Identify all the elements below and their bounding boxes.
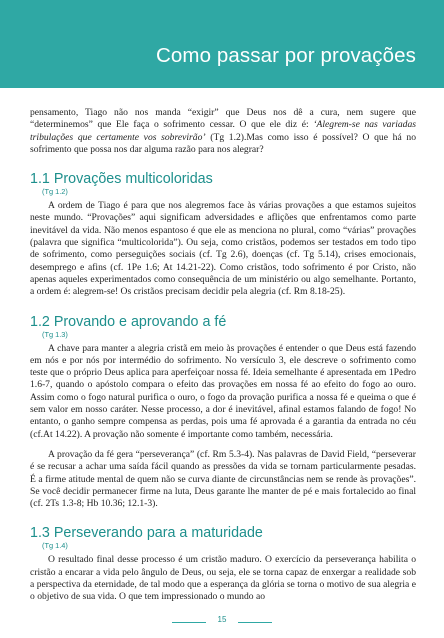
chapter-title: Como passar por provações <box>155 44 416 67</box>
section-1-2-paragraph-2: A provação da fé gera “perseverança” (cf. Rm 5.3-4). Nas palavras de David Field, “perseverar é se recusar a achar uma saída fácil quando as pressões da vida se tornam particularmente pesadas. É a firme atitude mental de quem não se curva diante de circunstâncias nem se rende às provações”. Se você decidir permanecer firme na luta, Deus garante lhe manter de pé e mais fortalecido ao final (cf. 2Ts 1.3-8; Hb 10.36; 12.1-3). <box>30 448 416 510</box>
section-heading-1-1: 1.1 Provações multicoloridas <box>30 171 213 188</box>
intro-text-end: (Tg 1.2).Mas como isso é possível? O que há no sofrimento que possa nos dar alguma razão para nos alegrar? <box>30 131 416 155</box>
section-ref-1-2: (Tg 1.3) <box>42 329 68 339</box>
intro-paragraph <box>30 107 416 156</box>
chapter-header-band <box>0 0 444 88</box>
section-ref-1-3: (Tg 1.4) <box>42 541 68 551</box>
intro-quote: ‘Alegrem-se nas variadas tribulações que certamente vos sobrevirão’ <box>30 119 417 143</box>
intro-text-start: pensamento, Tiago não nos manda “exigir” que Deus nos dê a cura, nem sugere que “determinemos” que Ele faça o sofrimento cessar. O que ele diz é: <box>30 107 416 131</box>
section-ref-1-1: (Tg 1.2) <box>42 187 68 197</box>
section-1-1-paragraph-1: A ordem de Tiago é para que nos alegremos face às várias provações a que estamos sujeitos neste mundo. “Provações” aqui significam adversidades e aflições que enfrentamos como parte inevitável da vida. Não menos espantoso é que ele as menciona no plural, como “várias” provações (palavra que significa “multicolorida”). Ou seja, como cristãos, podemos ser testados em todo tipo de sofrimento, como perseguições sociais (cf. Tg 2.6), doenças (cf. Tg 5.14), crises emocionais, desemprego e afins (cf. 1Pe 1.6; At 14.21-22). Como cristãos, todo sofrimento é por Cristo, não apenas aqueles experimentados como consequência de um ministério ou algo semelhante. Portanto, a ordem é: alegrem-se! Os cristãos precisam decidir pela alegria (cf. Rm 8.18-25). <box>30 200 416 298</box>
section-1-3-paragraph-1: O resultado final desse processo é um cristão maduro. O exercício da perseverança habilita o cristão a encarar a vida pelo ângulo de Deus, ou seja, ele se torna capaz de enxergar a realidade sob a perspectiva da eternidade, de tal modo que a esperança da glória se torna o motivo de sua alegria e o objetivo de sua vida. O que tem impressionado o mundo ao <box>30 554 416 603</box>
page-number: 15 <box>217 615 227 624</box>
footer-rule-left <box>172 622 206 623</box>
footer-rule-right <box>238 622 272 623</box>
section-heading-1-2: 1.2 Provando e aprovando a fé <box>30 313 227 330</box>
section-1-2-paragraph-1: A chave para manter a alegria cristã em meio às provações é entender o que Deus está fazendo em nós e por nós por intermédio do sofrimento. No versículo 3, ele descreve o sofrimento como teste que o próprio Deus aplica para aperfeiçoar nossa fé. Ideia semelhante é apresentada em 1Pedro 1.6-7, quando o apóstolo compara o efeito das provações em nossa fé ao efeito do fogo ao ouro. Assim como o fogo natural purifica o ouro, o fogo da provação purifica a nossa fé e queima o que é sem valor em nosso caráter. Nesse processo, a dor é inevitável, afinal estamos falando de fogo! No entanto, o ganho sempre compensa as perdas, pois uma fé aprovada é a garantia da entrada no céu (cf.At 14.22). A provação não somente é importante como também, necessária. <box>30 342 416 440</box>
page-content <box>30 107 416 604</box>
section-heading-1-3: 1.3 Perseverando para a maturidade <box>30 525 263 542</box>
page-footer <box>0 615 444 631</box>
